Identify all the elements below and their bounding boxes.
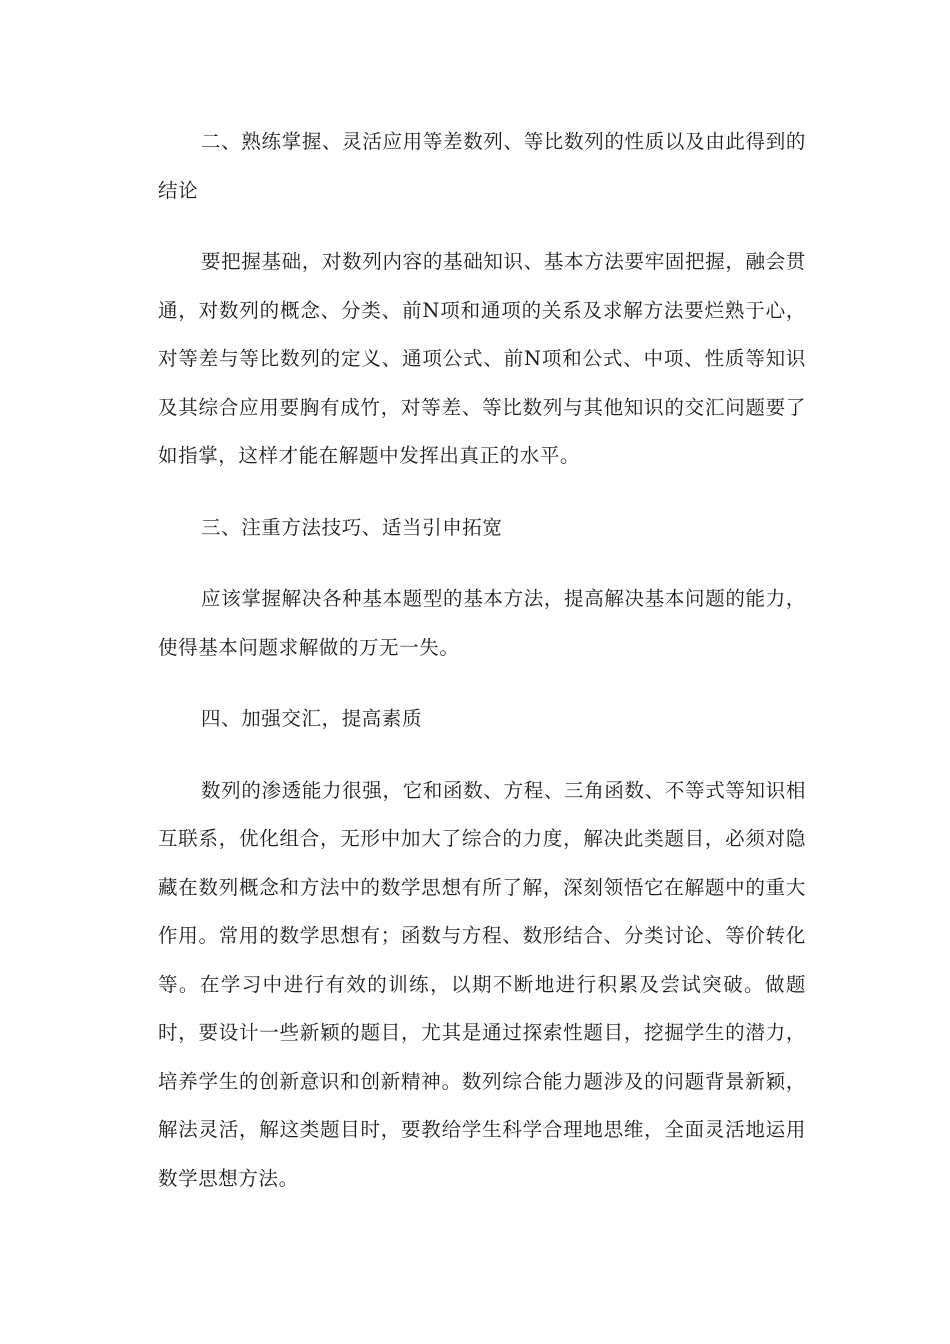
body-paragraph: 要把握基础，对数列内容的基础知识、基本方法要牢固把握，融会贯通，对数列的概念、分类、前N项和通项的关系及求解方法要烂熟于心，对等差与等比数列的定义、通项公式、前N项和公式、中项、性质等知识及其综合应用要胸有成竹，对等差、等比数列与其他知识的交汇问题要了如指掌，这样才能在解题中发挥出真正的水平。	[158, 250, 806, 467]
section-heading-3: 三、注重方法技巧、适当引申拓宽	[201, 515, 503, 539]
body-paragraph: 应该掌握解决各种基本题型的基本方法，提高解决基本问题的能力，使得基本问题求解做的万无一失。	[158, 587, 806, 659]
body-paragraph: 数列的渗透能力很强，它和函数、方程、三角函数、不等式等知识相互联系，优化组合，无形中加大了综合的力度，解决此类题目，必须对隐藏在数列概念和方法中的数学思想有所了解，深刻领悟它在解题中的重大作用。常用的数学思想有；函数与方程、数形结合、分类讨论、等价转化等。在学习中进行有效的训练，以期不断地进行积累及尝试突破。做题时，要设计一些新颖的题目，尤其是通过探索性题目，挖掘学生的潜力，培养学生的创新意识和创新精神。数列综合能力题涉及的问题背景新颖，解法灵活，解这类题目时，要教给学生科学合理地思维，全面灵活地运用数学思想方法。	[158, 778, 806, 1190]
document-body	[158, 118, 806, 1226]
section-heading-4: 四、加强交汇，提高素质	[201, 707, 423, 730]
section-heading-2: 二、熟练掌握、灵活应用等差数列、等比数列的性质以及由此得到的结论	[158, 130, 806, 202]
